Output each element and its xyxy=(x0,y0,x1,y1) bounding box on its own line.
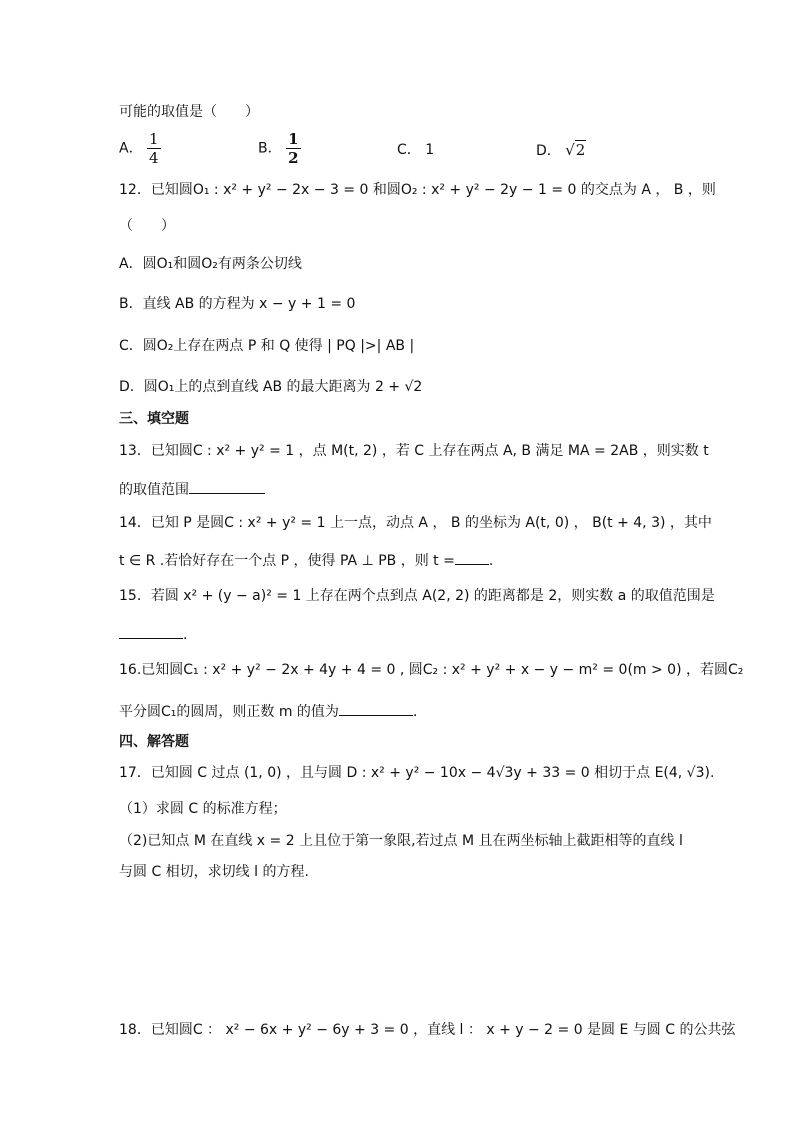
q12-paren: （ ） xyxy=(119,218,175,234)
q14-text: t ∈ R .若恰好存在一个点 P ，使得 PA ⊥ PB ，则 t = xyxy=(119,553,455,569)
q11-option-b-numerator: 1 xyxy=(288,130,299,148)
q14-stem: 14．已知 P 是圆C : x² + y² = 1 上一点，动点 A ， B 的坐标为 A(t, 0) ， B(t + 4, 3) ，其中 xyxy=(119,515,712,531)
section-fill-in-heading: 三、填空题 xyxy=(119,411,189,427)
q11-option-d-radicand: 2 xyxy=(575,141,586,159)
q11-option-d-sqrt: √2 xyxy=(565,141,586,159)
q12-stem: 12．已知圆O₁ : x² + y² − 2x − 3 = 0 和圆O₂ : x² + y² − 2y − 1 = 0 的交点为 A ， B ，则 xyxy=(119,182,716,198)
q11-option-a xyxy=(119,130,161,167)
q11-stem-tail: 可能的取值是（ ） xyxy=(119,104,259,120)
q11-option-d-label: D． xyxy=(536,143,561,159)
q11-option-b xyxy=(258,130,301,167)
q11-option-b-denominator: 2 xyxy=(288,149,299,167)
q12-option-d: D．圆O₁上的点到直线 AB 的最大距离为 2 + √2 xyxy=(119,379,423,395)
q16-stem: 16.已知圆C₁ : x² + y² − 2x + 4y + 4 = 0 , 圆C₂ : x² + y² + x − y − m² = 0(m > 0) ，若圆C₂ xyxy=(119,662,744,678)
q11-option-b-label: B． xyxy=(258,140,282,157)
q11-option-a-denominator: 4 xyxy=(149,149,159,167)
q11-option-a-fraction xyxy=(147,130,161,167)
q12-option-b: B．直线 AB 的方程为 x − y + 1 = 0 xyxy=(119,296,356,312)
section-answer-heading: 四、解答题 xyxy=(119,734,189,750)
q13-answer-blank xyxy=(189,479,265,494)
q11-option-c-label: C． xyxy=(397,142,421,158)
q18-stem: 18．已知圆C ： x² − 6x + y² − 6y + 3 = 0 ，直线 l ： x + y − 2 = 0 是圆 E 与圆 C 的公共弦 xyxy=(119,1022,736,1038)
q13-stem: 13．已知圆C : x² + y² = 1 ，点 M(t, 2) ，若 C 上存在两点 A, B 满足 MA = 2AB ，则实数 t xyxy=(119,443,709,459)
q15-stem: 15．若圆 x² + (y − a)² = 1 上存在两个点到点 A(2, 2) 的距离都是 2，则实数 a 的取值范围是 xyxy=(119,588,715,604)
q11-option-a-numerator: 1 xyxy=(149,130,159,148)
q15-stem-cont xyxy=(119,624,187,645)
q11-option-b-fraction xyxy=(286,130,300,167)
q16-answer-blank xyxy=(339,701,413,716)
q17-part-1: （1）求圆 C 的标准方程； xyxy=(119,801,287,817)
q11-option-a-label: A． xyxy=(119,140,143,157)
q16-text: 平分圆C₁的圆周，则正数 m 的值为 xyxy=(119,704,339,720)
q11-option-d xyxy=(536,140,586,161)
q16-period: . xyxy=(412,704,418,720)
q17-part-2: （2)已知点 M 在直线 x = 2 上且位于第一象限,若过点 M 且在两坐标轴上截距相等的直线 l xyxy=(119,833,683,849)
q13-stem-cont xyxy=(119,479,265,500)
q17-stem: 17．已知圆 C 过点 (1, 0) ，且与圆 D : x² + y² − 10x − 4√3y + 33 = 0 相切于点 E(4, √3). xyxy=(119,765,715,781)
q12-option-c: C．圆O₂上存在两点 P 和 Q 使得 | PQ |>| AB | xyxy=(119,338,415,354)
q17-part-2-cont: 与圆 C 相切，求切线 l 的方程. xyxy=(119,864,309,880)
q13-text: 的取值范围 xyxy=(119,482,189,498)
q16-stem-cont xyxy=(119,701,417,722)
q11-option-c xyxy=(397,140,434,160)
q11-option-c-value: 1 xyxy=(425,142,435,158)
q14-stem-cont: t ∈ R .若恰好存在一个点 P ，使得 PA ⊥ PB ，则 t = . xyxy=(119,550,493,571)
q15-period: . xyxy=(183,627,188,643)
q14-answer-blank xyxy=(455,550,489,565)
q12-option-a: A．圆O₁和圆O₂有两条公切线 xyxy=(119,256,302,272)
q15-answer-blank xyxy=(119,624,183,639)
